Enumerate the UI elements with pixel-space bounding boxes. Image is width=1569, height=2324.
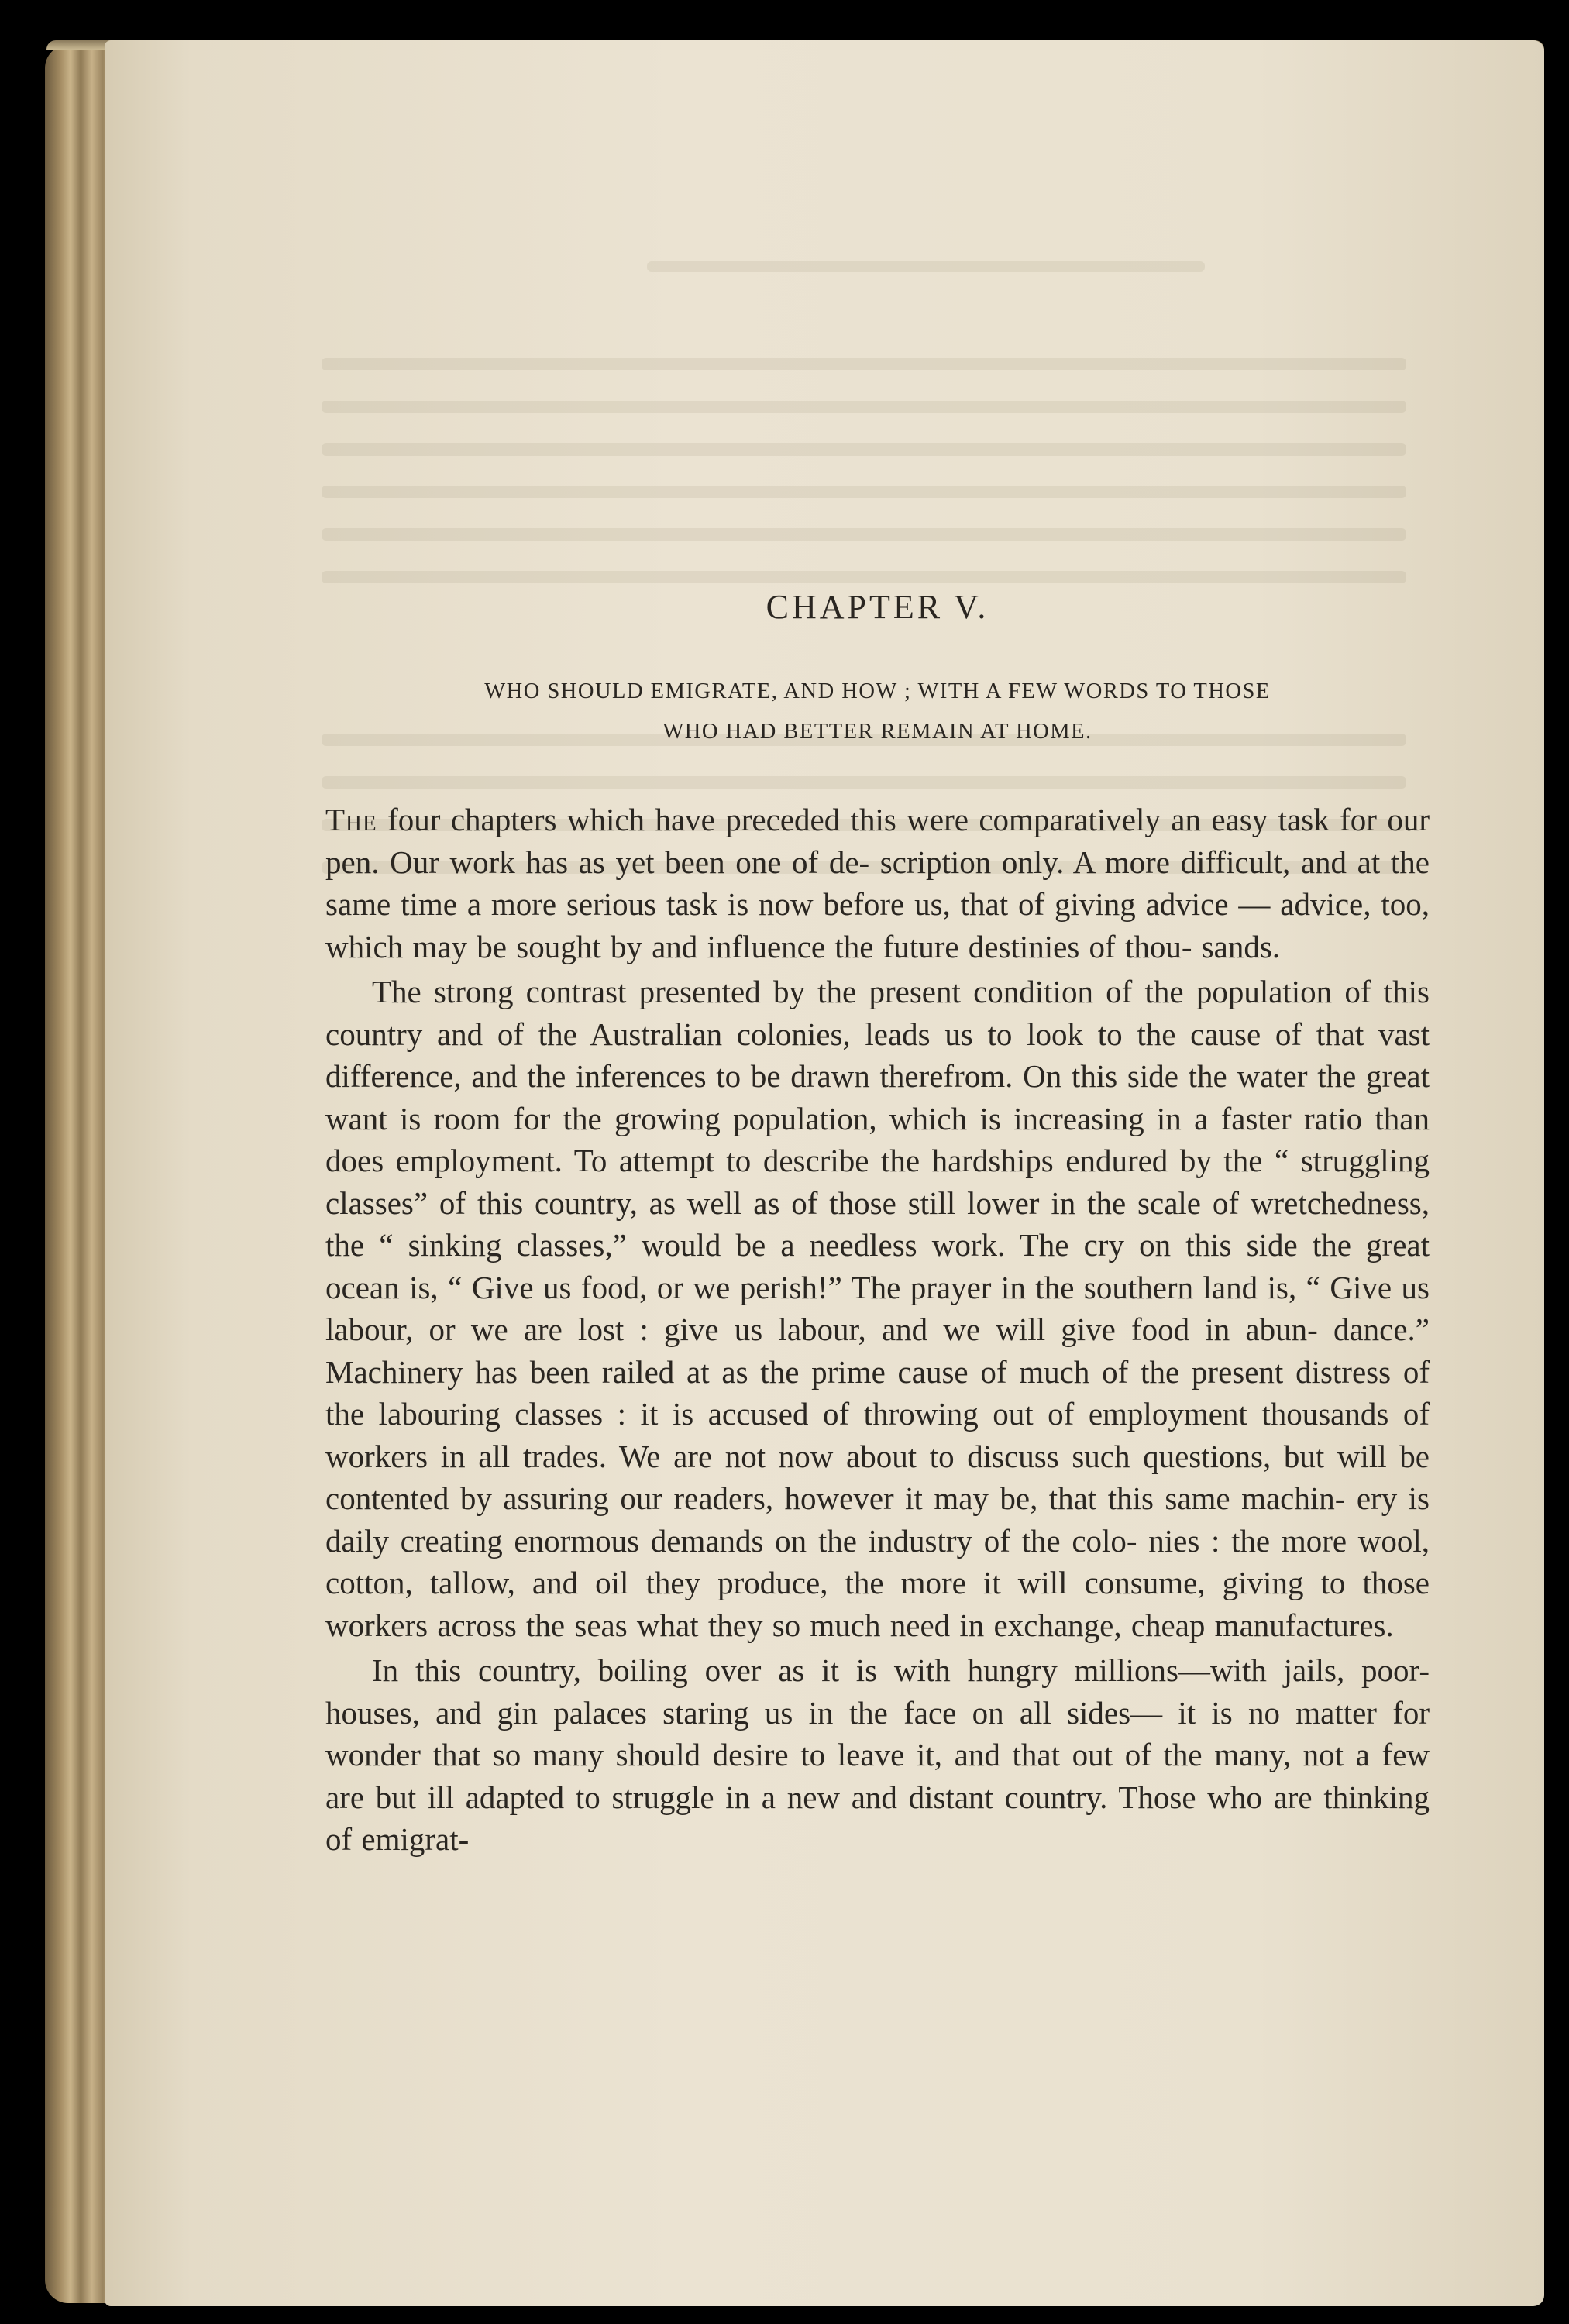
bleed-line <box>322 401 1406 413</box>
chapter-title: CHAPTER V. <box>766 588 989 626</box>
paragraph-3: In this country, boiling over as it is with hungry millions—with jails, poor-houses, and gin palaces staring us in the face on all sides— it is no matter for wonder that so many should desire to leave it, and that out of the many, not a few are but ill adapted to struggle in a new and distant country. Those who are thinking of emigrat- <box>325 1652 1430 1857</box>
paragraph-1 <box>325 799 1430 968</box>
paragraph-1-text: four chapters which have preceded this were comparatively an easy task for our pen. Our work has as yet been one of de- scription only. A more difficult, and at the same time a more serious task is now before us, that of giving advice — advice, too, which may be sought by and influence the future destinies of thou- sands. <box>325 802 1430 964</box>
paragraph-1-lead-word: The <box>325 802 377 837</box>
bleed-line <box>322 443 1406 456</box>
bleed-line <box>322 358 1406 370</box>
bleed-line <box>322 486 1406 498</box>
bleed-line <box>322 528 1406 541</box>
paragraph-2: The strong contrast presented by the present condition of the population of this country and of the Australian colonies, leads us to look to the cause of that vast difference, and the inferences to be drawn therefrom. On this side the water the great want is room for the growing population, which is increasing in a faster ratio than does employment. To attempt to describe the hardships endured by the “ struggling classes” of this country, as well as of those still lower in the scale of wretchedness, the “ sinking classes,” would be a needless work. The cry on this side the great ocean is, “ Give us food, or we perish!” The prayer in the southern land is, “ Give us labour, or we are lost : give us labour, and we will give food in abun- dance.” Machinery has been railed at as the prime cause of much of the present distress of the labouring classes : it is accused of throwing out of employment thousands of workers in all trades. We are not now about to discuss such questions, but will be contented by assuring our readers, however it may be, that this same machin- ery is daily creating enormous demands on the industry of the colo- nies : the more wool, cotton, tallow, and oil they produce, the more it will consume, giving to those workers across the seas what they so much need in exchange, cheap manufactures. <box>325 974 1430 1643</box>
page-text-block <box>325 573 1430 1861</box>
chapter-subtitle-line-2: WHO HAD BETTER REMAIN AT HOME. <box>662 720 1092 744</box>
chapter-subtitle <box>325 672 1430 752</box>
bleed-line <box>647 261 1205 272</box>
chapter-subtitle-line-1: WHO SHOULD EMIGRATE, AND HOW ; WITH A FEW WORDS TO THOSE <box>484 679 1271 703</box>
